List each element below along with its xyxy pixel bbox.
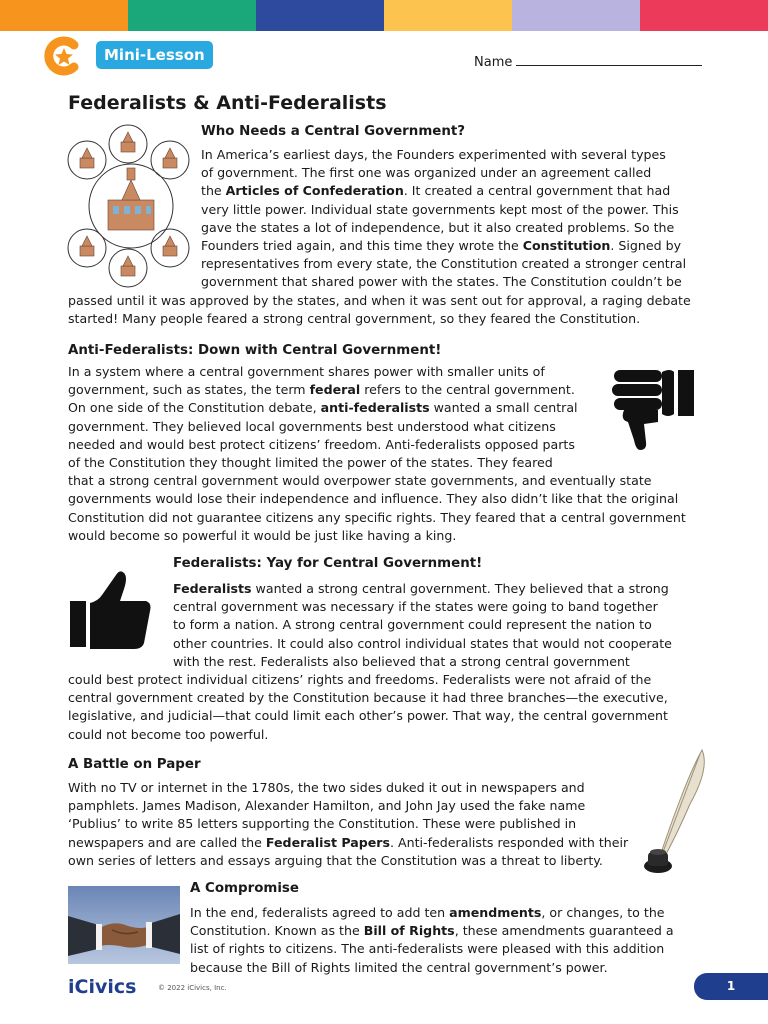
central-government-text-continued (68, 292, 708, 328)
heading-federalists: Federalists: Yay for Central Government! (173, 556, 483, 571)
quill-inkwell-icon (640, 748, 710, 882)
amendments-term: amendments (449, 905, 542, 920)
color-stripe-bar (0, 0, 768, 31)
text-line: with the rest. Federalists also believed that a strong central government (173, 653, 630, 669)
text-line: governments would lose their independence and influence. They also didn’t like that the original (68, 491, 679, 507)
thumbs-up-icon (70, 567, 154, 651)
text-line: because the Bill of Rights limited the central government’s power. (190, 959, 608, 975)
text-line: In a system where a central government shares power with smaller units of (68, 364, 545, 379)
constitution-term: Constitution (522, 238, 611, 254)
name-field[interactable] (474, 53, 702, 70)
federal-term: federal (309, 382, 361, 398)
text-line: government that shared power with the states. The Constitution couldn’t be (201, 274, 682, 290)
text-line: In the end, federalists agreed to add ten amendments, or changes, to the (190, 905, 665, 920)
heading-central-government: Who Needs a Central Government? (201, 124, 466, 139)
bill-of-rights-term: Bill of Rights (363, 923, 455, 939)
text-line: Constitution. Known as the Bill of Rights, these amendments guaranteed a (190, 923, 674, 939)
stripe-blue (256, 0, 384, 31)
battle-on-paper-text (68, 779, 648, 870)
text-line: On one side of the Constitution debate, anti-federalists wanted a small central (68, 400, 578, 416)
text-line: representatives from every state, the Constitution created a stronger central (201, 256, 687, 272)
heading-battle-on-paper: A Battle on Paper (68, 757, 201, 772)
footer-brand-logo: iCivics (68, 976, 137, 998)
stripe-yellow (384, 0, 512, 31)
federalists-text (173, 580, 713, 671)
text-line: could best protect individual citizens’ rights and freedoms. Federalists were not afraid of the (68, 672, 652, 687)
name-label: Name (474, 55, 513, 70)
text-line: own series of letters and essays arguing that the Constitution was a threat to liberty. (68, 852, 603, 868)
text-line: Founders tried again, and this time they wrote the Constitution. Signed by (201, 238, 682, 254)
text-line: ‘Publius’ to write 85 letters supporting the Constitution. These were published in (68, 816, 577, 832)
text-line: pamphlets. James Madison, Alexander Hamilton, and John Jay used the fake name (68, 798, 586, 814)
text-line: that a strong central government would overpower state governments, and eventually state (68, 473, 652, 489)
central-government-buildings-illustration (66, 122, 196, 290)
stripe-green (128, 0, 256, 31)
text-line: would become so powerful it would be just like having a king. (68, 527, 457, 543)
text-line: could not become too powerful. (68, 726, 269, 742)
text-line: of government. The first one was organized under an agreement called (201, 165, 652, 181)
text-line: to form a nation. A strong central government could represent the nation to (173, 617, 652, 633)
text-line: started! Many people feared a strong central government, so they feared the Constitution. (68, 311, 641, 327)
stripe-pink (640, 0, 768, 31)
copyright-text: © 2022 iCivics, Inc. (158, 984, 227, 992)
name-underline[interactable] (516, 53, 702, 66)
articles-of-confederation-term: Articles of Confederation (225, 183, 404, 199)
icivics-logo-icon (44, 36, 84, 76)
text-line: In America’s earliest days, the Founders experimented with several types (201, 147, 666, 162)
text-line: government, such as states, the term federal refers to the central government. (68, 382, 575, 398)
text-line: very little power. Individual state governments kept most of the power. This (201, 201, 679, 217)
page-title: Federalists & Anti-Federalists (68, 92, 387, 114)
page-number: 1 (694, 973, 768, 1000)
mini-lesson-badge: Mini-Lesson (96, 41, 213, 69)
text-line: gave the states a lot of independence, but it also created problems. So the (201, 219, 675, 235)
federalist-papers-term: Federalist Papers (265, 834, 391, 850)
text-line: of the Constitution they thought limited the power of the states. They feared (68, 455, 553, 471)
heading-compromise: A Compromise (190, 881, 299, 896)
anti-federalists-term: anti-federalists (320, 400, 430, 416)
text-line: the Articles of Confederation. It created a central government that had (201, 183, 671, 199)
text-line: list of rights to citizens. The anti-federalists were pleased with this addition (190, 941, 665, 957)
text-line: central government was necessary if the states were going to band together (173, 599, 658, 615)
text-line: other countries. It could also control individual states that would not cooperate (173, 635, 672, 651)
text-line: newspapers and are called the Federalist Papers. Anti-federalists responded with their (68, 834, 629, 850)
thumbs-down-icon (610, 366, 696, 450)
text-line: Federalists wanted a strong central government. They believed that a strong (173, 581, 669, 596)
text-line: Constitution did not guarantee citizens any specific rights. They feared that a central government (68, 509, 686, 525)
stripe-orange (0, 0, 128, 31)
central-government-text (201, 146, 701, 292)
text-line: central government created by the Constitution because it had three branches—the executive, (68, 690, 668, 706)
text-line: needed and would best protect citizens’ freedom. Anti-federalists opposed parts (68, 436, 575, 452)
heading-anti-federalists: Anti-Federalists: Down with Central Government! (68, 343, 442, 358)
stripe-lavender (512, 0, 640, 31)
text-line: With no TV or internet in the 1780s, the two sides duked it out in newspapers and (68, 780, 585, 795)
handshake-image (68, 886, 180, 964)
federalists-text-continued (68, 671, 708, 744)
federalists-term: Federalists (173, 581, 252, 596)
text-line: legislative, and judicial—that could limit each other’s power. That way, the central government (68, 708, 668, 724)
compromise-text (190, 904, 710, 977)
text-line: government. They believed local governments best understood what citizens (68, 418, 556, 434)
text-line: passed until it was approved by the states, and when it was sent out for approval, a raging debate (68, 293, 691, 308)
